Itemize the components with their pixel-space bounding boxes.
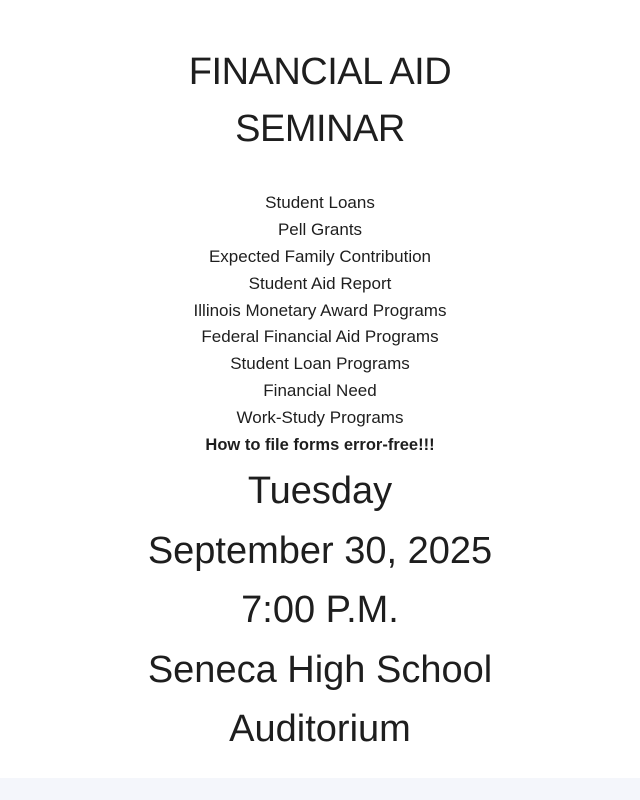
topic-item: Work-Study Programs <box>236 408 404 428</box>
flyer-title <box>0 44 640 158</box>
topic-item: Illinois Monetary Award Programs <box>193 300 447 320</box>
topic-item: Financial Need <box>263 381 377 401</box>
topic-item: Student Loan Programs <box>230 354 410 374</box>
topic-item: Pell Grants <box>277 219 363 239</box>
title-line-1: FINANCIAL AID <box>188 51 452 93</box>
topic-list <box>0 190 640 459</box>
event-date: September 30, 2025 <box>147 529 493 572</box>
title-line-2: SEMINAR <box>235 108 405 150</box>
topic-item: Student Aid Report <box>248 273 392 293</box>
topic-item: Expected Family Contribution <box>208 246 432 266</box>
bottom-strip <box>0 778 640 800</box>
topic-item: Federal Financial Aid Programs <box>201 327 439 347</box>
event-time: 7:00 P.M. <box>241 589 399 631</box>
event-details <box>0 462 640 760</box>
event-day: Tuesday <box>247 470 393 512</box>
topic-item: Student Loans <box>265 193 375 212</box>
highlight-text: How to file forms error-free!!! <box>205 436 435 455</box>
event-room: Auditorium <box>229 708 411 750</box>
event-location: Seneca High School <box>147 648 493 691</box>
